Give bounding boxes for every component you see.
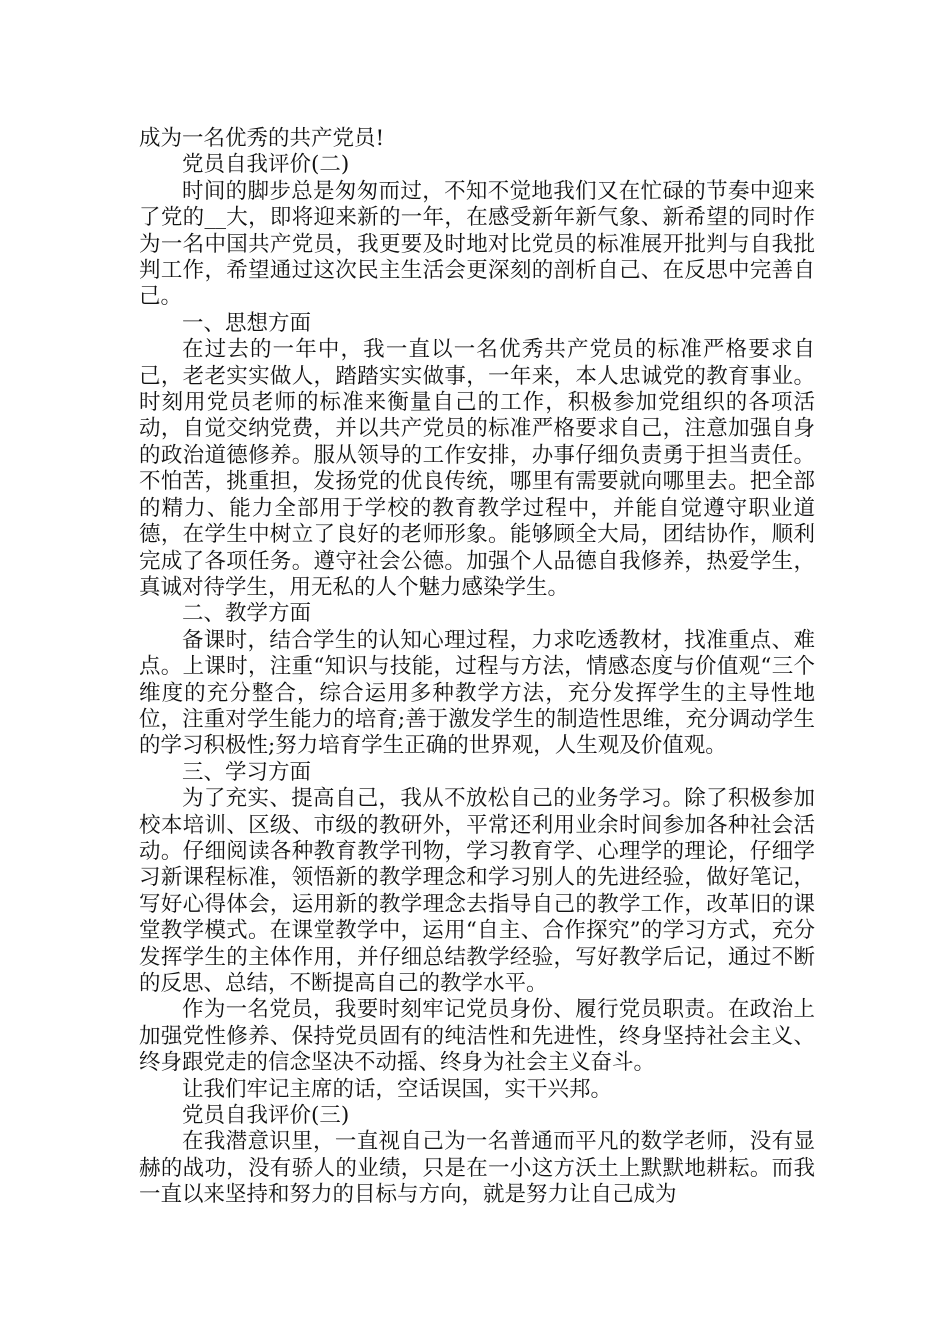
paragraph-text: 为了充实、提高自己，我从不放松自己的业务学习。除了积极参加校本培训、区级、市级的教研外，平常还利用业余时间参加各种社会活动。仔细阅读各种教育教学刊物，学习教育学、心理学的理论，仔细学习新课程标准，领悟新的教学理念和学习别人的先进经验，做好笔记，写好心得体会，运用新的教学理念去指导自己的教学工作，改革旧的课堂教学模式。在课堂教学中，运用“自主、合作探究”的学习方式，充分发挥学生的主体作用，并仔细总结教学经验，写好教学后记，通过不断的反思、总结，不断提高自己的教学水平。 [139, 786, 815, 996]
paragraph-text: 作为一名党员，我要时刻牢记党员身份、履行党员职责。在政治上加强党性修养、保持党员固有的纯洁性和先进性，终身坚持社会主义、终身跟党走的信念坚决不动摇、终身为社会主义奋斗。 [139, 997, 815, 1076]
paragraph-text: 时间的脚步总是匆匆而过，不知不觉地我们又在忙碌的节奏中迎来了党的__大，即将迎来新的一年，在感受新年新气象、新希望的同时作为一名中国共产党员，我更要及时地对比党员的标准展开批判与自我批判工作，希望通过这次民主生活会更深刻的剖析自己、在反思中完善自己。 [139, 178, 815, 310]
section-heading: 三、学习方面 [182, 759, 312, 785]
document-body [139, 126, 815, 1209]
section-title: 党员自我评价(三) [182, 1103, 350, 1129]
paragraph-text: 让我们牢记主席的话，空话误国，实干兴邦。 [182, 1076, 613, 1102]
paragraph-text: 在我潜意识里，一直视自己为一名普通而平凡的数学老师，没有显赫的战功，没有骄人的业绩，只是在一小这方沃土上默默地耕耘。而我一直以来坚持和努力的目标与方向，就是努力让自己成为 [139, 1129, 815, 1208]
paragraph-text: 成为一名优秀的共产党员! [139, 126, 385, 151]
section-heading: 一、思想方面 [182, 310, 312, 336]
paragraph-text: 备课时，结合学生的认知心理过程，力求吃透教材，找准重点、难点。上课时，注重“知识与技能，过程与方法，情感态度与价值观“三个维度的充分整合，综合运用多种教学方法，充分发挥学生的主导性地位，注重对学生能力的培育;善于激发学生的制造性思维，充分调动学生的学习积极性;努力培育学生正确的世界观，人生观及价值观。 [139, 627, 815, 759]
section-heading: 二、教学方面 [182, 601, 312, 627]
section-title: 党员自我评价(二) [182, 152, 350, 178]
paragraph-text: 在过去的一年中，我一直以一名优秀共产党员的标准严格要求自己，老老实实做人，踏踏实实做事，一年来，本人忠诚党的教育事业。时刻用党员老师的标准来衡量自己的工作，积极参加党组织的各项活动，自觉交纳党费，并以共产党员的标准严格要求自己，注意加强自身的政治道德修养。服从领导的工作安排，办事仔细负责勇于担当责任。不怕苦，挑重担，发扬党的优良传统，哪里有需要就向哪里去。把全部的精力、能力全部用于学校的教育教学过程中，并能自觉遵守职业道德，在学生中树立了良好的老师形象。能够顾全大局，团结协作，顺利完成了各项任务。遵守社会公德。加强个人品德自我修养，热爱学生，真诚对待学生，用无私的人个魅力感染学生。 [139, 337, 815, 600]
